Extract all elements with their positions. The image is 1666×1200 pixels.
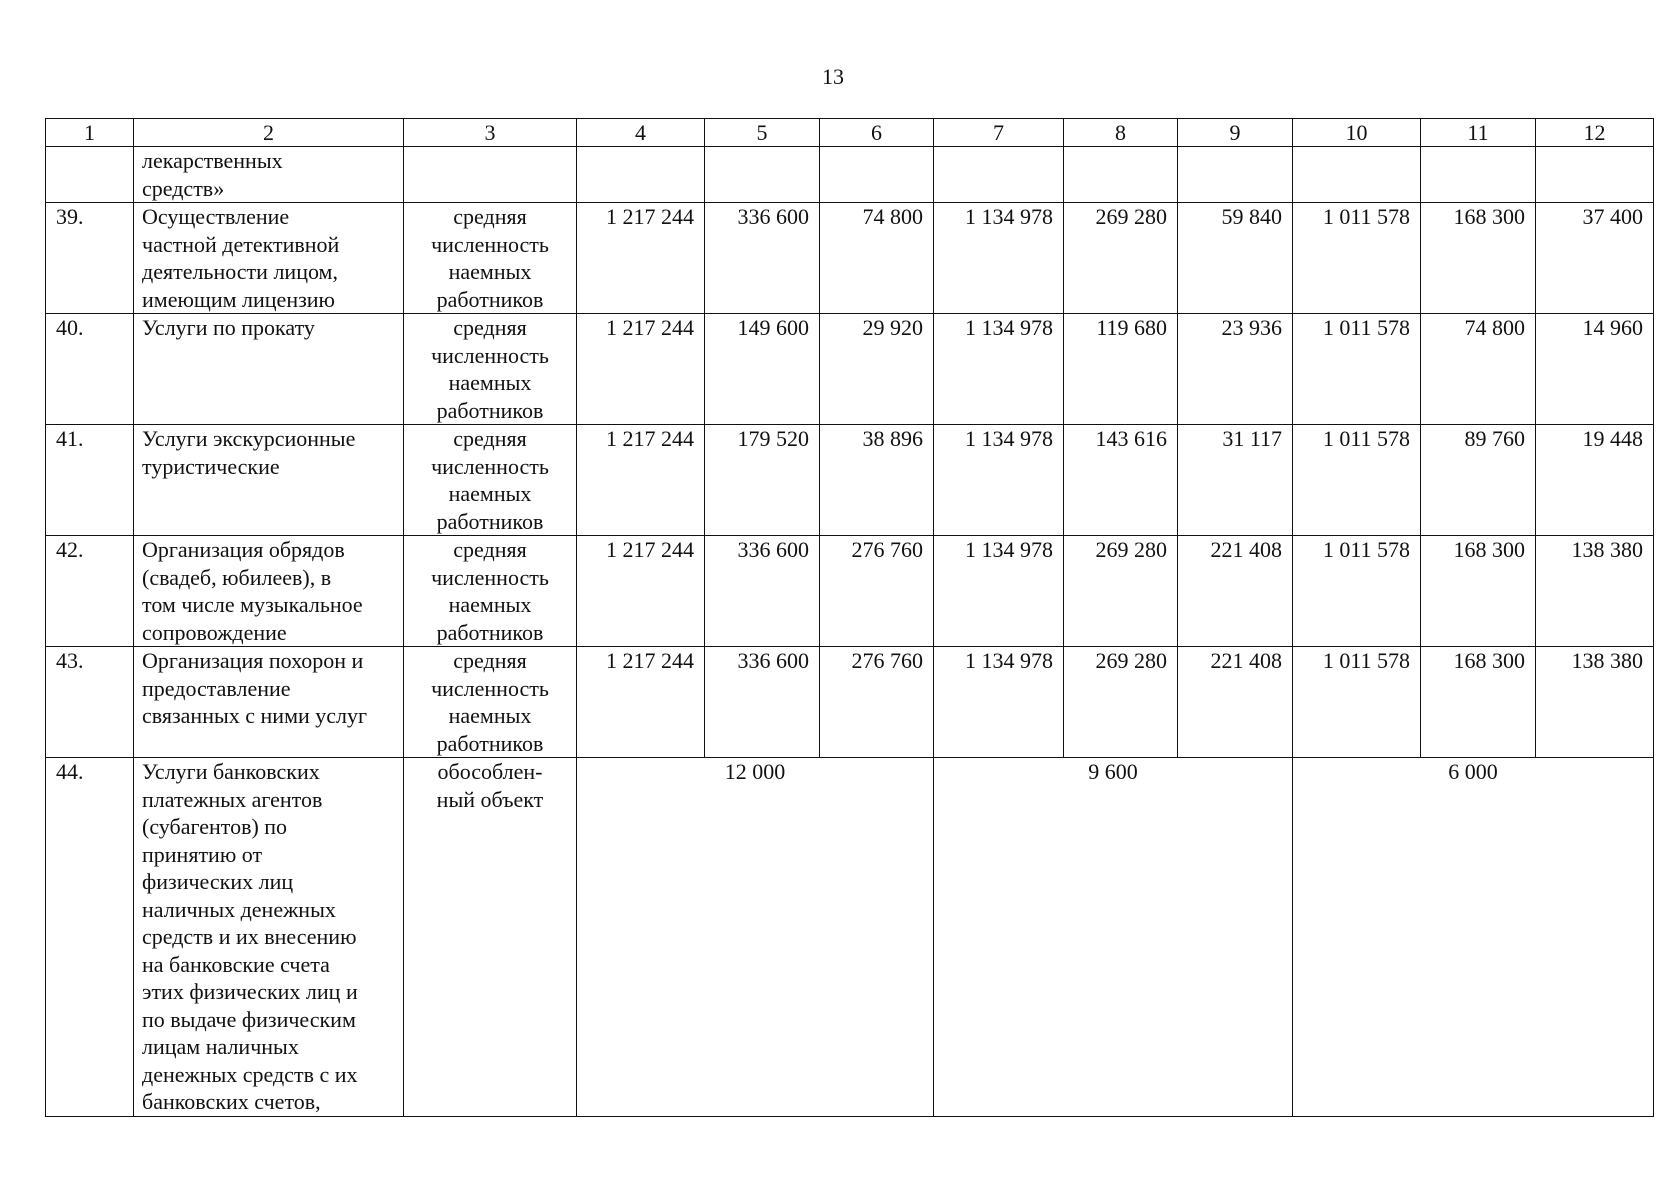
value-cell: 179 520 xyxy=(705,425,820,536)
column-number: 1 xyxy=(46,119,134,147)
value-cell: 1 011 578 xyxy=(1293,647,1421,758)
service-name-cell: Организация обрядов (свадеб, юбилеев), в том числе музыкальное сопровождение xyxy=(134,536,404,647)
unit-cell xyxy=(404,147,577,203)
continuation-row xyxy=(46,147,1654,203)
value-cell xyxy=(1421,147,1536,203)
value-cell: 1 134 978 xyxy=(934,647,1064,758)
unit-cell: средняя численность наемных работников xyxy=(404,314,577,425)
merged-value-cell: 6 000 xyxy=(1293,758,1654,1117)
tariff-table xyxy=(45,118,1654,1117)
value-cell xyxy=(705,147,820,203)
value-cell: 138 380 xyxy=(1536,647,1654,758)
unit-cell: средняя численность наемных работников xyxy=(404,425,577,536)
value-cell: 74 800 xyxy=(1421,314,1536,425)
service-name-cell: Осуществление частной детективной деятельности лицом, имеющим лицензию xyxy=(134,203,404,314)
merged-value-cell: 9 600 xyxy=(934,758,1293,1117)
value-cell: 1 134 978 xyxy=(934,425,1064,536)
merged-value-cell: 12 000 xyxy=(577,758,934,1117)
column-number: 5 xyxy=(705,119,820,147)
value-cell: 1 217 244 xyxy=(577,203,705,314)
row-number-cell: 40. xyxy=(46,314,134,425)
column-number: 4 xyxy=(577,119,705,147)
row-number-cell: 44. xyxy=(46,758,134,1117)
value-cell xyxy=(1178,147,1293,203)
value-cell: 23 936 xyxy=(1178,314,1293,425)
service-name-cell: лекарственных средств» xyxy=(134,147,404,203)
value-cell: 138 380 xyxy=(1536,536,1654,647)
row-number-cell: 39. xyxy=(46,203,134,314)
value-cell: 59 840 xyxy=(1178,203,1293,314)
value-cell: 37 400 xyxy=(1536,203,1654,314)
table-row xyxy=(46,425,1654,536)
value-cell: 168 300 xyxy=(1421,203,1536,314)
value-cell xyxy=(934,147,1064,203)
page-number: 13 xyxy=(822,64,844,89)
value-cell: 74 800 xyxy=(820,203,934,314)
value-cell: 1 134 978 xyxy=(934,314,1064,425)
value-cell: 269 280 xyxy=(1064,647,1178,758)
value-cell: 1 217 244 xyxy=(577,647,705,758)
value-cell xyxy=(577,147,705,203)
row-number-cell: 43. xyxy=(46,647,134,758)
column-number: 3 xyxy=(404,119,577,147)
value-cell: 143 616 xyxy=(1064,425,1178,536)
value-cell: 1 011 578 xyxy=(1293,203,1421,314)
table-row xyxy=(46,314,1654,425)
table-row xyxy=(46,758,1654,1117)
value-cell: 168 300 xyxy=(1421,647,1536,758)
unit-cell: средняя численность наемных работников xyxy=(404,203,577,314)
column-number-header-row xyxy=(46,119,1654,147)
column-number: 10 xyxy=(1293,119,1421,147)
value-cell: 89 760 xyxy=(1421,425,1536,536)
value-cell: 29 920 xyxy=(820,314,934,425)
column-number: 9 xyxy=(1178,119,1293,147)
unit-cell: средняя численность наемных работников xyxy=(404,536,577,647)
value-cell: 221 408 xyxy=(1178,647,1293,758)
service-name-cell: Услуги по прокату xyxy=(134,314,404,425)
value-cell: 269 280 xyxy=(1064,536,1178,647)
value-cell xyxy=(1064,147,1178,203)
value-cell: 336 600 xyxy=(705,647,820,758)
value-cell: 1 217 244 xyxy=(577,536,705,647)
column-number: 7 xyxy=(934,119,1064,147)
value-cell: 38 896 xyxy=(820,425,934,536)
value-cell: 276 760 xyxy=(820,536,934,647)
row-number-cell: 42. xyxy=(46,536,134,647)
value-cell: 1 134 978 xyxy=(934,203,1064,314)
value-cell xyxy=(1536,147,1654,203)
service-name-cell: Организация похорон и предоставление связанных с ними услуг xyxy=(134,647,404,758)
value-cell: 14 960 xyxy=(1536,314,1654,425)
value-cell: 1 134 978 xyxy=(934,536,1064,647)
table-row xyxy=(46,203,1654,314)
value-cell: 336 600 xyxy=(705,536,820,647)
column-number: 6 xyxy=(820,119,934,147)
service-name-cell: Услуги банковских платежных агентов (субагентов) по принятию от физических лиц наличных денежных средств и их внесению на банковские счета этих физических лиц и по выдаче физическим лицам наличных денежных средств с их банковских счетов, xyxy=(134,758,404,1117)
value-cell: 1 011 578 xyxy=(1293,314,1421,425)
column-number: 2 xyxy=(134,119,404,147)
value-cell xyxy=(1293,147,1421,203)
value-cell: 1 217 244 xyxy=(577,314,705,425)
value-cell: 119 680 xyxy=(1064,314,1178,425)
value-cell: 276 760 xyxy=(820,647,934,758)
value-cell: 168 300 xyxy=(1421,536,1536,647)
table-row xyxy=(46,536,1654,647)
column-number: 8 xyxy=(1064,119,1178,147)
row-number-cell xyxy=(46,147,134,203)
service-name-cell: Услуги экскурсионные туристические xyxy=(134,425,404,536)
value-cell: 31 117 xyxy=(1178,425,1293,536)
table-row xyxy=(46,647,1654,758)
row-number-cell: 41. xyxy=(46,425,134,536)
unit-cell: обособлен- ный объект xyxy=(404,758,577,1117)
unit-cell: средняя численность наемных работников xyxy=(404,647,577,758)
column-number: 12 xyxy=(1536,119,1654,147)
value-cell: 221 408 xyxy=(1178,536,1293,647)
column-number: 11 xyxy=(1421,119,1536,147)
value-cell: 149 600 xyxy=(705,314,820,425)
value-cell: 336 600 xyxy=(705,203,820,314)
value-cell: 1 011 578 xyxy=(1293,425,1421,536)
value-cell: 19 448 xyxy=(1536,425,1654,536)
value-cell: 1 011 578 xyxy=(1293,536,1421,647)
value-cell: 1 217 244 xyxy=(577,425,705,536)
value-cell: 269 280 xyxy=(1064,203,1178,314)
value-cell xyxy=(820,147,934,203)
